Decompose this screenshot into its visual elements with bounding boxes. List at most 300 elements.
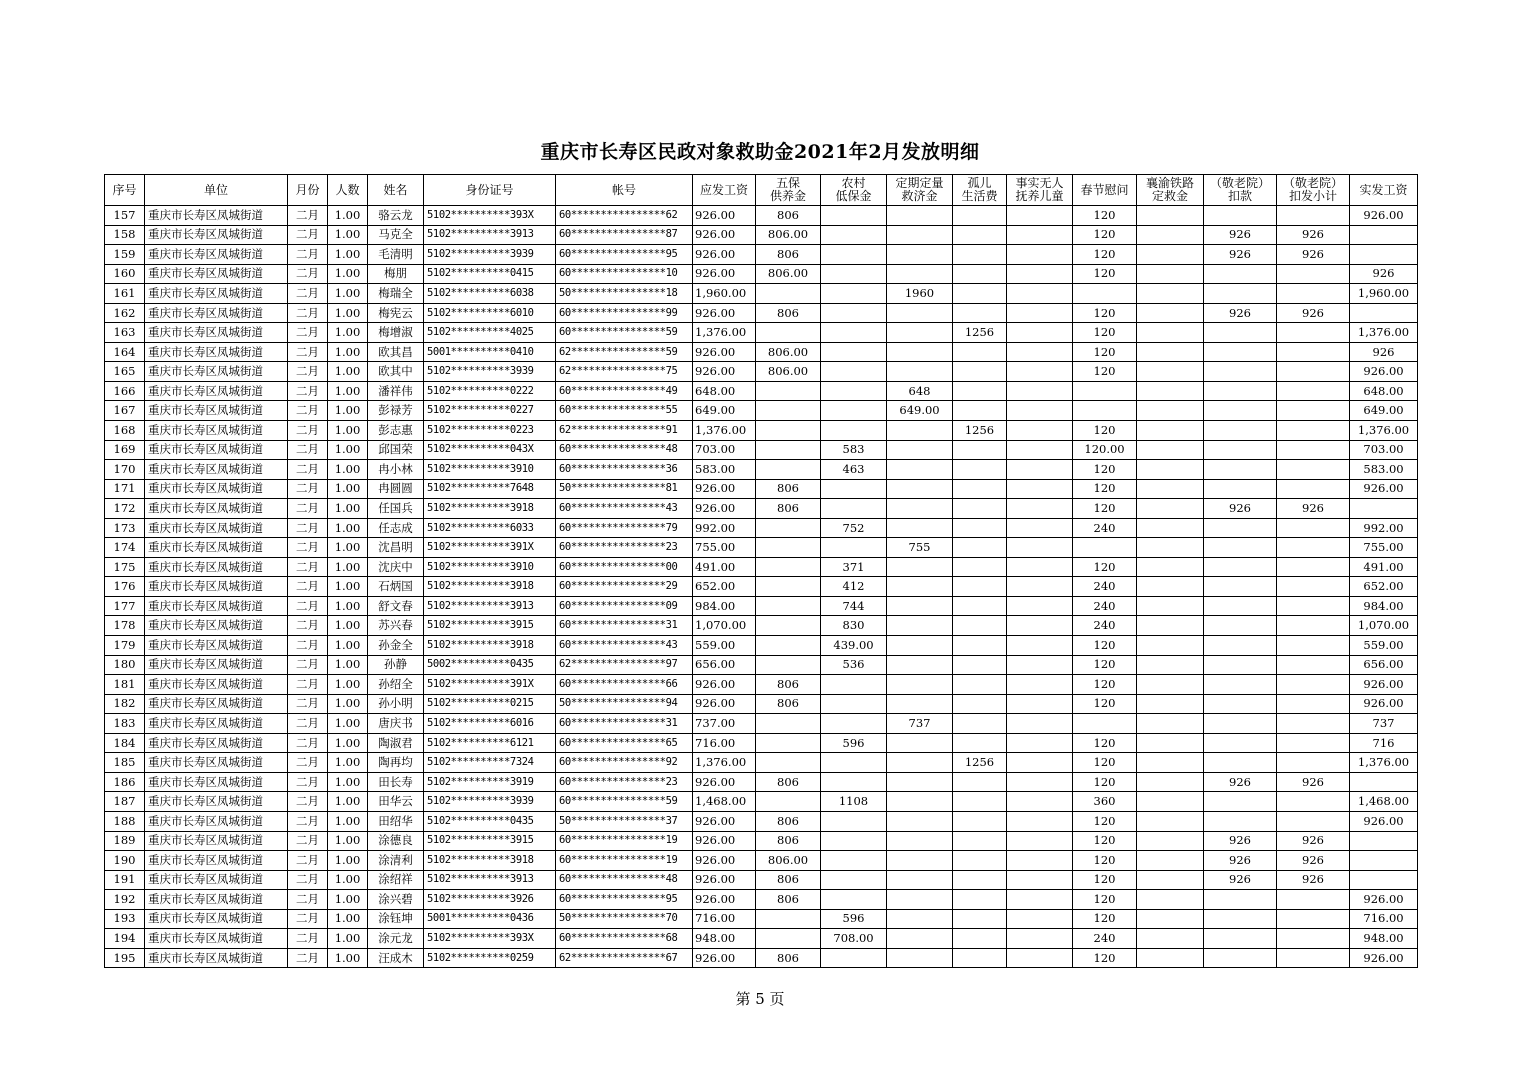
table-row bbox=[105, 694, 1418, 714]
table-cell bbox=[1277, 264, 1350, 284]
table-cell: 926.00 bbox=[693, 948, 756, 968]
table-cell: 1.00 bbox=[328, 381, 368, 401]
table-cell: 1.00 bbox=[328, 499, 368, 519]
table-cell: 60****************09 bbox=[556, 596, 693, 616]
table-cell: 120 bbox=[1073, 362, 1137, 382]
table-cell bbox=[1277, 401, 1350, 421]
table-cell bbox=[1204, 577, 1277, 597]
table-cell: 5102**********7324 bbox=[424, 753, 556, 773]
table-cell bbox=[756, 733, 821, 753]
table-cell: 1256 bbox=[953, 753, 1007, 773]
table-cell: 60****************19 bbox=[556, 831, 693, 851]
table-cell bbox=[1007, 655, 1073, 675]
table-cell: 二月 bbox=[288, 714, 328, 734]
table-cell: 926.00 bbox=[693, 675, 756, 695]
column-header: 人数 bbox=[328, 175, 368, 206]
table-cell: 926 bbox=[1204, 772, 1277, 792]
table-cell: 重庆市长寿区凤城街道 bbox=[145, 381, 288, 401]
table-cell: 62****************67 bbox=[556, 948, 693, 968]
table-cell bbox=[953, 714, 1007, 734]
table-cell: 752 bbox=[821, 518, 887, 538]
table-cell bbox=[756, 557, 821, 577]
table-cell bbox=[1204, 792, 1277, 812]
table-cell: 二月 bbox=[288, 851, 328, 871]
table-cell bbox=[953, 518, 1007, 538]
table-cell: 5102**********391X bbox=[424, 675, 556, 695]
table-cell bbox=[1204, 890, 1277, 910]
table-cell: 1.00 bbox=[328, 225, 368, 245]
table-row bbox=[105, 538, 1418, 558]
table-cell: 806.00 bbox=[756, 342, 821, 362]
table-cell bbox=[887, 206, 953, 226]
table-cell: 1.00 bbox=[328, 772, 368, 792]
table-cell bbox=[1137, 929, 1204, 949]
table-cell bbox=[1007, 890, 1073, 910]
table-cell: 176 bbox=[105, 577, 145, 597]
table-cell: 石炳国 bbox=[368, 577, 424, 597]
table-cell: 二月 bbox=[288, 421, 328, 441]
table-cell bbox=[1204, 460, 1277, 480]
table-cell bbox=[1137, 890, 1204, 910]
table-cell: 1.00 bbox=[328, 479, 368, 499]
table-cell: 536 bbox=[821, 655, 887, 675]
table-row bbox=[105, 851, 1418, 871]
table-cell bbox=[1204, 323, 1277, 343]
table-cell: 491.00 bbox=[1350, 557, 1418, 577]
table-cell: 二月 bbox=[288, 518, 328, 538]
table-cell bbox=[1007, 733, 1073, 753]
table-cell bbox=[1007, 557, 1073, 577]
table-body bbox=[105, 206, 1418, 968]
table-cell bbox=[1137, 870, 1204, 890]
table-cell: 926.00 bbox=[693, 245, 756, 265]
table-row bbox=[105, 342, 1418, 362]
table-cell: 1,376.00 bbox=[693, 753, 756, 773]
table-cell: 120 bbox=[1073, 342, 1137, 362]
table-cell: 5102**********3919 bbox=[424, 772, 556, 792]
table-cell: 1,376.00 bbox=[693, 323, 756, 343]
table-cell bbox=[1007, 342, 1073, 362]
table-cell: 孙小明 bbox=[368, 694, 424, 714]
table-cell: 5102**********043X bbox=[424, 440, 556, 460]
table-cell: 926 bbox=[1277, 499, 1350, 519]
table-cell: 992.00 bbox=[1350, 518, 1418, 538]
table-cell: 5102**********3915 bbox=[424, 831, 556, 851]
table-cell: 二月 bbox=[288, 440, 328, 460]
table-cell bbox=[953, 401, 1007, 421]
table-cell: 1.00 bbox=[328, 460, 368, 480]
table-cell: 648 bbox=[887, 381, 953, 401]
table-cell bbox=[1137, 909, 1204, 929]
table-cell: 二月 bbox=[288, 831, 328, 851]
table-cell: 50****************70 bbox=[556, 909, 693, 929]
table-cell bbox=[1073, 714, 1137, 734]
table-cell bbox=[1277, 596, 1350, 616]
table-cell bbox=[1277, 557, 1350, 577]
table-cell: 5102**********7648 bbox=[424, 479, 556, 499]
table-cell bbox=[887, 636, 953, 656]
table-cell bbox=[1137, 596, 1204, 616]
table-cell: 重庆市长寿区凤城街道 bbox=[145, 557, 288, 577]
table-cell bbox=[1204, 264, 1277, 284]
table-cell bbox=[1277, 479, 1350, 499]
column-header: 单位 bbox=[145, 175, 288, 206]
table-cell bbox=[1350, 772, 1418, 792]
table-cell: 926 bbox=[1277, 870, 1350, 890]
table-cell bbox=[821, 499, 887, 519]
table-cell: 190 bbox=[105, 851, 145, 871]
column-header: 姓名 bbox=[368, 175, 424, 206]
table-cell: 926.00 bbox=[693, 225, 756, 245]
table-cell: 240 bbox=[1073, 577, 1137, 597]
table-cell: 62****************59 bbox=[556, 342, 693, 362]
column-header: （敬老院） 扣发小计 bbox=[1277, 175, 1350, 206]
table-cell: 骆云龙 bbox=[368, 206, 424, 226]
table-cell: 806.00 bbox=[756, 264, 821, 284]
table-cell: 926 bbox=[1204, 870, 1277, 890]
table-row bbox=[105, 675, 1418, 695]
table-cell bbox=[887, 342, 953, 362]
table-cell: 5102**********0215 bbox=[424, 694, 556, 714]
table-cell: 164 bbox=[105, 342, 145, 362]
table-cell bbox=[1007, 518, 1073, 538]
table-cell: 708.00 bbox=[821, 929, 887, 949]
table-cell: 重庆市长寿区凤城街道 bbox=[145, 694, 288, 714]
table-row bbox=[105, 303, 1418, 323]
table-cell: 926.00 bbox=[693, 811, 756, 831]
table-cell: 703.00 bbox=[693, 440, 756, 460]
table-cell: 重庆市长寿区凤城街道 bbox=[145, 929, 288, 949]
table-cell: 冉小林 bbox=[368, 460, 424, 480]
table-cell: 重庆市长寿区凤城街道 bbox=[145, 245, 288, 265]
table-cell: 926 bbox=[1277, 225, 1350, 245]
table-cell: 二月 bbox=[288, 577, 328, 597]
table-cell bbox=[756, 518, 821, 538]
table-cell bbox=[821, 811, 887, 831]
table-cell: 重庆市长寿区凤城街道 bbox=[145, 362, 288, 382]
table-cell: 邱国荣 bbox=[368, 440, 424, 460]
table-cell bbox=[756, 538, 821, 558]
table-cell bbox=[1204, 284, 1277, 304]
table-cell: 1.00 bbox=[328, 733, 368, 753]
table-cell: 5102**********0435 bbox=[424, 811, 556, 831]
table-cell bbox=[1137, 577, 1204, 597]
table-cell: 158 bbox=[105, 225, 145, 245]
table-cell bbox=[887, 460, 953, 480]
table-cell bbox=[1007, 381, 1073, 401]
table-cell: 926.00 bbox=[693, 362, 756, 382]
table-cell: 1.00 bbox=[328, 303, 368, 323]
table-cell: 187 bbox=[105, 792, 145, 812]
table-cell bbox=[887, 870, 953, 890]
table-cell: 1.00 bbox=[328, 245, 368, 265]
table-cell: 806 bbox=[756, 694, 821, 714]
table-row bbox=[105, 616, 1418, 636]
table-cell: 1.00 bbox=[328, 421, 368, 441]
table-cell: 806 bbox=[756, 245, 821, 265]
table-cell: 120 bbox=[1073, 206, 1137, 226]
table-cell bbox=[887, 851, 953, 871]
table-cell: 二月 bbox=[288, 362, 328, 382]
column-header: （敬老院） 扣款 bbox=[1204, 175, 1277, 206]
table-cell: 5102**********0259 bbox=[424, 948, 556, 968]
table-cell: 120 bbox=[1073, 421, 1137, 441]
table-cell bbox=[1073, 538, 1137, 558]
table-cell bbox=[1007, 616, 1073, 636]
table-cell bbox=[821, 890, 887, 910]
table-row bbox=[105, 655, 1418, 675]
table-cell: 1.00 bbox=[328, 831, 368, 851]
table-cell: 5102**********393X bbox=[424, 929, 556, 949]
table-cell bbox=[1007, 870, 1073, 890]
table-cell: 1,376.00 bbox=[693, 421, 756, 441]
table-cell bbox=[821, 753, 887, 773]
table-cell: 60****************29 bbox=[556, 577, 693, 597]
table-cell bbox=[1277, 948, 1350, 968]
table-cell: 926.00 bbox=[1350, 694, 1418, 714]
table-cell: 陶淑君 bbox=[368, 733, 424, 753]
table-cell: 重庆市长寿区凤城街道 bbox=[145, 538, 288, 558]
table-cell: 716.00 bbox=[693, 733, 756, 753]
column-header: 农村 低保金 bbox=[821, 175, 887, 206]
table-cell bbox=[887, 616, 953, 636]
table-cell: 984.00 bbox=[693, 596, 756, 616]
table-cell bbox=[953, 245, 1007, 265]
table-cell: 439.00 bbox=[821, 636, 887, 656]
table-row bbox=[105, 499, 1418, 519]
table-cell: 120 bbox=[1073, 225, 1137, 245]
table-cell: 50****************18 bbox=[556, 284, 693, 304]
column-header: 春节慰问 bbox=[1073, 175, 1137, 206]
table-cell: 1256 bbox=[953, 323, 1007, 343]
table-row bbox=[105, 890, 1418, 910]
table-cell: 172 bbox=[105, 499, 145, 519]
table-cell: 177 bbox=[105, 596, 145, 616]
table-cell: 60****************10 bbox=[556, 264, 693, 284]
table-row bbox=[105, 245, 1418, 265]
table-cell: 1.00 bbox=[328, 264, 368, 284]
table-cell bbox=[887, 264, 953, 284]
table-cell: 5102**********3910 bbox=[424, 460, 556, 480]
table-cell bbox=[887, 890, 953, 910]
table-cell: 5102**********0223 bbox=[424, 421, 556, 441]
table-cell: 60****************48 bbox=[556, 870, 693, 890]
table-cell: 737.00 bbox=[693, 714, 756, 734]
table-cell bbox=[953, 479, 1007, 499]
table-cell: 二月 bbox=[288, 890, 328, 910]
table-cell bbox=[1204, 929, 1277, 949]
table-cell: 926 bbox=[1204, 303, 1277, 323]
table-cell: 755.00 bbox=[1350, 538, 1418, 558]
table-cell: 167 bbox=[105, 401, 145, 421]
table-cell: 二月 bbox=[288, 636, 328, 656]
column-header: 襄渝铁路 定救金 bbox=[1137, 175, 1204, 206]
table-cell: 重庆市长寿区凤城街道 bbox=[145, 264, 288, 284]
table-cell: 182 bbox=[105, 694, 145, 714]
table-cell bbox=[887, 577, 953, 597]
table-cell: 1.00 bbox=[328, 323, 368, 343]
table-cell: 二月 bbox=[288, 733, 328, 753]
table-cell: 田长寿 bbox=[368, 772, 424, 792]
table-row bbox=[105, 206, 1418, 226]
table-cell: 926 bbox=[1277, 303, 1350, 323]
column-header: 身份证号 bbox=[424, 175, 556, 206]
table-cell bbox=[953, 772, 1007, 792]
table-cell bbox=[1007, 303, 1073, 323]
table-cell bbox=[953, 440, 1007, 460]
table-cell bbox=[953, 890, 1007, 910]
table-cell bbox=[953, 264, 1007, 284]
table-cell: 5102**********6016 bbox=[424, 714, 556, 734]
table-cell: 180 bbox=[105, 655, 145, 675]
table-cell: 806 bbox=[756, 772, 821, 792]
table-cell: 5102**********6033 bbox=[424, 518, 556, 538]
table-cell: 二月 bbox=[288, 596, 328, 616]
table-cell bbox=[1277, 714, 1350, 734]
table-cell: 120 bbox=[1073, 557, 1137, 577]
table-cell: 二月 bbox=[288, 870, 328, 890]
table-cell: 5001**********0436 bbox=[424, 909, 556, 929]
table-cell: 欧其中 bbox=[368, 362, 424, 382]
table-cell: 5102**********4025 bbox=[424, 323, 556, 343]
table-cell: 360 bbox=[1073, 792, 1137, 812]
table-cell: 648.00 bbox=[693, 381, 756, 401]
table-cell: 157 bbox=[105, 206, 145, 226]
table-cell: 1,376.00 bbox=[1350, 323, 1418, 343]
table-cell bbox=[756, 577, 821, 597]
table-cell: 656.00 bbox=[1350, 655, 1418, 675]
table-cell: 60****************68 bbox=[556, 929, 693, 949]
table-cell bbox=[1007, 499, 1073, 519]
table-cell bbox=[1204, 909, 1277, 929]
table-cell: 5102**********393X bbox=[424, 206, 556, 226]
table-cell: 806 bbox=[756, 948, 821, 968]
table-cell bbox=[887, 772, 953, 792]
header-row bbox=[105, 175, 1418, 206]
table-cell bbox=[1350, 303, 1418, 323]
table-cell: 744 bbox=[821, 596, 887, 616]
table-cell: 163 bbox=[105, 323, 145, 343]
table-cell bbox=[1277, 753, 1350, 773]
table-cell bbox=[1277, 675, 1350, 695]
table-row bbox=[105, 596, 1418, 616]
table-cell bbox=[887, 948, 953, 968]
table-cell bbox=[1137, 948, 1204, 968]
page-title: 重庆市长寿区民政对象救助金2021年2月发放明细 bbox=[540, 141, 980, 163]
table-cell: 926.00 bbox=[1350, 675, 1418, 695]
table-cell: 1.00 bbox=[328, 851, 368, 871]
table-cell bbox=[1137, 636, 1204, 656]
table-cell: 926 bbox=[1277, 831, 1350, 851]
table-cell: 1.00 bbox=[328, 577, 368, 597]
table-cell: 60****************48 bbox=[556, 440, 693, 460]
table-cell: 重庆市长寿区凤城街道 bbox=[145, 675, 288, 695]
table-cell: 806.00 bbox=[756, 225, 821, 245]
table-cell: 926 bbox=[1350, 264, 1418, 284]
page-number: 第 5 页 bbox=[735, 990, 785, 1008]
table-cell bbox=[756, 421, 821, 441]
table-cell bbox=[1277, 460, 1350, 480]
table-cell: 806 bbox=[756, 890, 821, 910]
table-cell bbox=[1204, 733, 1277, 753]
table-cell: 162 bbox=[105, 303, 145, 323]
table-cell: 二月 bbox=[288, 401, 328, 421]
table-cell: 重庆市长寿区凤城街道 bbox=[145, 206, 288, 226]
table-cell bbox=[887, 323, 953, 343]
table-cell bbox=[1204, 694, 1277, 714]
table-cell: 5102**********3939 bbox=[424, 792, 556, 812]
table-cell: 二月 bbox=[288, 342, 328, 362]
table-cell: 60****************31 bbox=[556, 714, 693, 734]
table-cell: 二月 bbox=[288, 264, 328, 284]
table-row bbox=[105, 401, 1418, 421]
table-cell: 120 bbox=[1073, 264, 1137, 284]
table-cell: 彭志惠 bbox=[368, 421, 424, 441]
table-cell bbox=[887, 733, 953, 753]
table-cell: 5102**********0415 bbox=[424, 264, 556, 284]
table-cell: 1,468.00 bbox=[1350, 792, 1418, 812]
table-cell bbox=[1277, 440, 1350, 460]
table-cell: 5102**********3939 bbox=[424, 245, 556, 265]
table-cell: 5102**********6038 bbox=[424, 284, 556, 304]
table-cell bbox=[821, 948, 887, 968]
table-cell bbox=[953, 811, 1007, 831]
table-cell bbox=[1007, 694, 1073, 714]
table-cell: 1.00 bbox=[328, 948, 368, 968]
table-cell: 120 bbox=[1073, 811, 1137, 831]
table-cell: 1,376.00 bbox=[1350, 753, 1418, 773]
table-cell: 二月 bbox=[288, 538, 328, 558]
table-cell: 120 bbox=[1073, 753, 1137, 773]
table-cell: 重庆市长寿区凤城街道 bbox=[145, 909, 288, 929]
table-cell: 60****************59 bbox=[556, 792, 693, 812]
table-cell bbox=[1137, 538, 1204, 558]
table-cell bbox=[1204, 948, 1277, 968]
table-cell: 948.00 bbox=[1350, 929, 1418, 949]
table-cell: 181 bbox=[105, 675, 145, 695]
table-cell: 5102**********6121 bbox=[424, 733, 556, 753]
table-cell: 173 bbox=[105, 518, 145, 538]
table-cell bbox=[887, 792, 953, 812]
table-cell bbox=[821, 772, 887, 792]
table-cell: 596 bbox=[821, 909, 887, 929]
table-cell bbox=[1350, 831, 1418, 851]
column-header: 实发工资 bbox=[1350, 175, 1418, 206]
table-cell: 984.00 bbox=[1350, 596, 1418, 616]
table-cell: 184 bbox=[105, 733, 145, 753]
table-cell: 463 bbox=[821, 460, 887, 480]
table-cell bbox=[1277, 342, 1350, 362]
table-cell bbox=[1277, 929, 1350, 949]
table-cell bbox=[821, 245, 887, 265]
table-cell: 60****************62 bbox=[556, 206, 693, 226]
table-cell: 重庆市长寿区凤城街道 bbox=[145, 636, 288, 656]
table-cell: 涂兴碧 bbox=[368, 890, 424, 910]
table-cell: 120 bbox=[1073, 851, 1137, 871]
table-cell: 1108 bbox=[821, 792, 887, 812]
table-cell bbox=[887, 225, 953, 245]
table-cell: 926.00 bbox=[693, 264, 756, 284]
table-cell: 1960 bbox=[887, 284, 953, 304]
table-cell bbox=[1204, 381, 1277, 401]
table-cell bbox=[953, 909, 1007, 929]
table-cell: 120 bbox=[1073, 831, 1137, 851]
table-row bbox=[105, 225, 1418, 245]
table-cell bbox=[1277, 909, 1350, 929]
table-cell: 毛清明 bbox=[368, 245, 424, 265]
table-cell bbox=[1204, 616, 1277, 636]
table-cell: 830 bbox=[821, 616, 887, 636]
